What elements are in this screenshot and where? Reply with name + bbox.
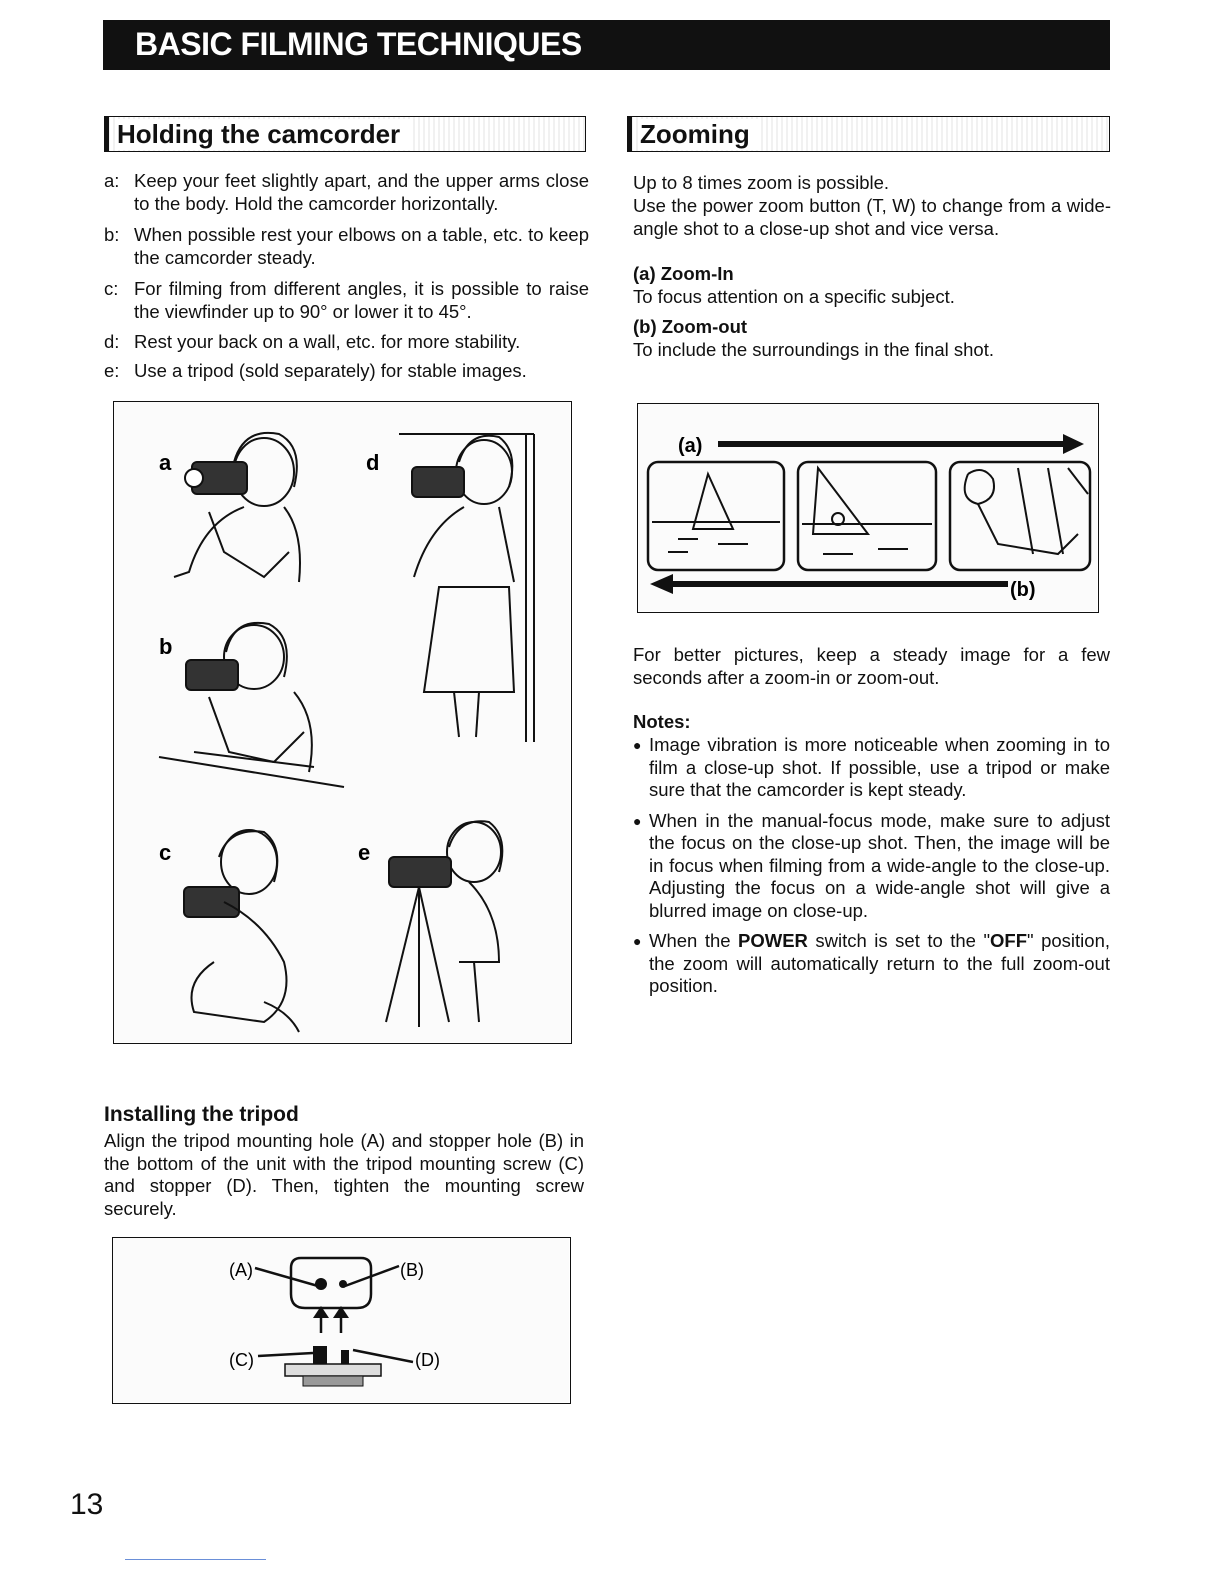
notes-heading: Notes: (633, 711, 691, 732)
item-text: When possible rest your elbows on a table, etc. to keep the camcorder steady. (134, 224, 589, 268)
page-title: BASIC FILMING TECHNIQUES (135, 26, 582, 62)
item-text: For filming from different angles, it is possible to raise the viewfinder up to 90° or lower it to 45°. (134, 278, 589, 322)
tripod-diagram (113, 1238, 569, 1402)
note-3-post: " position, the zoom will automatically return to the full zoom-out position. (649, 930, 1110, 996)
item-text: Keep your feet slightly apart, and the upper arms close to the body. Hold the camcorder horizontally. (134, 170, 589, 214)
fig-label-b: b (159, 634, 173, 659)
holding-item-a (104, 170, 589, 215)
note-3 (633, 930, 1110, 998)
fig-label-a: a (159, 450, 172, 475)
tripod-illustration (112, 1237, 571, 1404)
zoom-out-heading: (b) Zoom-out (633, 316, 748, 337)
page-number: 13 (70, 1488, 104, 1521)
holding-item-d (104, 331, 589, 354)
section-zooming-title: Zooming (640, 119, 760, 150)
label-D: (D) (415, 1350, 440, 1370)
label-C: (C) (229, 1350, 254, 1370)
fig-label-d: d (366, 450, 380, 475)
note-2: ● When in the manual-focus mode, make sure to adjust the focus on the close-up shot. Then, the image will be in focus when filming from a wide-angle to the close-up. Adjusting the focus on a wide-angle shot will give a blurred image on close-up. (633, 810, 1110, 923)
zoom-illustration (637, 403, 1099, 613)
section-holding-heading (104, 116, 586, 152)
section-zooming-heading (627, 116, 1110, 152)
holding-item-c (104, 278, 589, 323)
note-1: ● Image vibration is more noticeable when zooming in to film a close-up shot. If possible, use a tripod or make sure that the camcorder is kept steady. (633, 734, 1110, 802)
heading-bar (628, 117, 632, 151)
tripod-text: Align the tripod mounting hole (A) and stopper hole (B) in the bottom of the unit with the tripod mounting screw (C) and stopper (D). Then, tighten the mounting screw securely. (104, 1130, 584, 1219)
zoom-diagram (638, 404, 1097, 611)
note-3-power: POWER (738, 930, 808, 951)
zoom-in-heading: (a) Zoom-In (633, 263, 734, 284)
header-banner (103, 20, 1110, 70)
note-3-pre: When the (649, 930, 739, 951)
zoom-in-text: To focus attention on a specific subject. (633, 286, 955, 307)
item-text: Use a tripod (sold separately) for stable images. (134, 360, 527, 381)
zoom-tip: For better pictures, keep a steady image for a few seconds after a zoom-in or zoom-out. (633, 644, 1110, 688)
note-3-mid: switch is set to the " (807, 930, 991, 951)
zoom-label-b: (b) (1010, 579, 1036, 601)
label-A: (A) (229, 1260, 253, 1280)
zoom-intro-2: Use the power zoom button (T, W) to change from a wide-angle shot to a close-up shot and vice versa. (633, 195, 1111, 239)
label-B: (B) (400, 1260, 424, 1280)
fig-label-e: e (358, 840, 371, 865)
section-holding-title: Holding the camcorder (117, 119, 410, 150)
fig-label-c: c (159, 840, 172, 865)
notes-list (633, 734, 1110, 1006)
zoom-out-text: To include the surroundings in the final shot. (633, 339, 994, 360)
item-text: Rest your back on a wall, etc. for more stability. (134, 331, 521, 352)
zoom-intro-1: Up to 8 times zoom is possible. (633, 172, 890, 193)
item-key: b: (104, 224, 120, 245)
item-key: c: (104, 278, 119, 299)
zoom-label-a: (a) (678, 435, 703, 457)
item-key: d: (104, 331, 120, 352)
note-3-off: OFF (990, 930, 1028, 951)
holding-illustration (113, 401, 572, 1044)
tripod-title: Installing the tripod (104, 1103, 299, 1126)
item-key: e: (104, 360, 120, 381)
holding-item-e (104, 360, 589, 383)
footer-rule (125, 1559, 266, 1560)
heading-bar (105, 117, 109, 151)
holding-illustration-drawing (114, 402, 570, 1042)
holding-item-b (104, 224, 589, 269)
item-key: a: (104, 170, 120, 191)
